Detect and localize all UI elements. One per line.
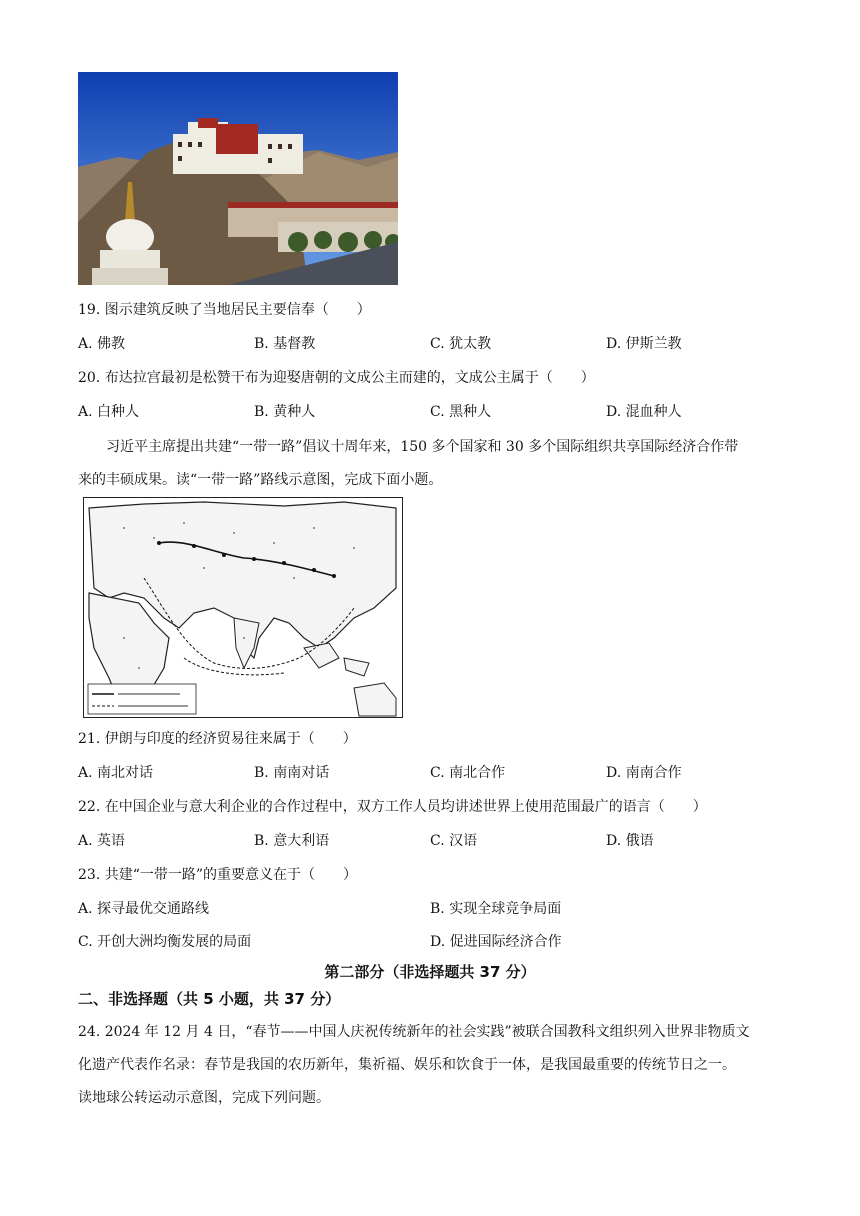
section-two-title: 二、非选择题（共 5 小题，共 37 分） xyxy=(78,990,341,1008)
question-21-option-a: A. 南北对话 xyxy=(78,765,154,781)
question-24-line3: 读地球公转运动示意图，完成下列问题。 xyxy=(78,1090,330,1106)
part-two-title: 第二部分（非选择题共 37 分） xyxy=(324,963,536,981)
question-19-stem: 19. 图示建筑反映了当地居民主要信奉（ ） xyxy=(78,302,371,318)
question-21-option-d: D. 南南合作 xyxy=(606,765,682,781)
potala-palace-photo xyxy=(78,72,398,285)
question-24-line2: 化遗产代表作名录：春节是我国的农历新年，集祈福、娱乐和饮食于一体，是我国最重要的传统节日之一。 xyxy=(78,1057,736,1073)
question-21-stem: 21. 伊朗与印度的经济贸易往来属于（ ） xyxy=(78,731,357,747)
question-23-option-a: A. 探寻最优交通路线 xyxy=(78,901,210,917)
question-22-option-d: D. 俄语 xyxy=(606,833,654,849)
question-19-option-d: D. 伊斯兰教 xyxy=(606,336,682,352)
question-23-stem: 23. 共建“一带一路”的重要意义在于（ ） xyxy=(78,867,358,883)
question-24-line1: 24. 2024 年 12 月 4 日，“春节——中国人庆祝传统新年的社会实践”被联合国教科文组织列入世界非物质文 xyxy=(78,1024,750,1040)
question-20-option-b: B. 黄种人 xyxy=(254,404,316,420)
question-20-option-a: A. 白种人 xyxy=(78,404,140,420)
question-21-option-b: B. 南南对话 xyxy=(254,765,330,781)
question-20-stem: 20. 布达拉宫最初是松赞干布为迎娶唐朝的文成公主而建的，文成公主属于（ ） xyxy=(78,370,595,386)
question-19-option-a: A. 佛教 xyxy=(78,336,126,352)
question-22-option-c: C. 汉语 xyxy=(430,833,478,849)
question-22-option-a: A. 英语 xyxy=(78,833,126,849)
belt-road-intro-line1: 习近平主席提出共建“一带一路”倡议十周年来，150 多个国家和 30 多个国际组织共享国际经济合作带 xyxy=(106,439,739,455)
question-20-option-d: D. 混血种人 xyxy=(606,404,682,420)
question-22-option-b: B. 意大利语 xyxy=(254,833,330,849)
question-23-option-b: B. 实现全球竞争局面 xyxy=(430,901,562,917)
question-23-option-d: D. 促进国际经济合作 xyxy=(430,934,562,950)
question-21-option-c: C. 南北合作 xyxy=(430,765,506,781)
question-22-stem: 22. 在中国企业与意大利企业的合作过程中，双方工作人员均讲述世界上使用范围最广的语言（ ） xyxy=(78,799,707,815)
belt-and-road-map xyxy=(83,497,403,718)
question-20-option-c: C. 黑种人 xyxy=(430,404,492,420)
question-19-option-b: B. 基督教 xyxy=(254,336,316,352)
question-19-option-c: C. 犹太教 xyxy=(430,336,492,352)
question-23-option-c: C. 开创大洲均衡发展的局面 xyxy=(78,934,252,950)
belt-road-intro-line2: 来的丰硕成果。读“一带一路”路线示意图，完成下面小题。 xyxy=(78,472,443,488)
